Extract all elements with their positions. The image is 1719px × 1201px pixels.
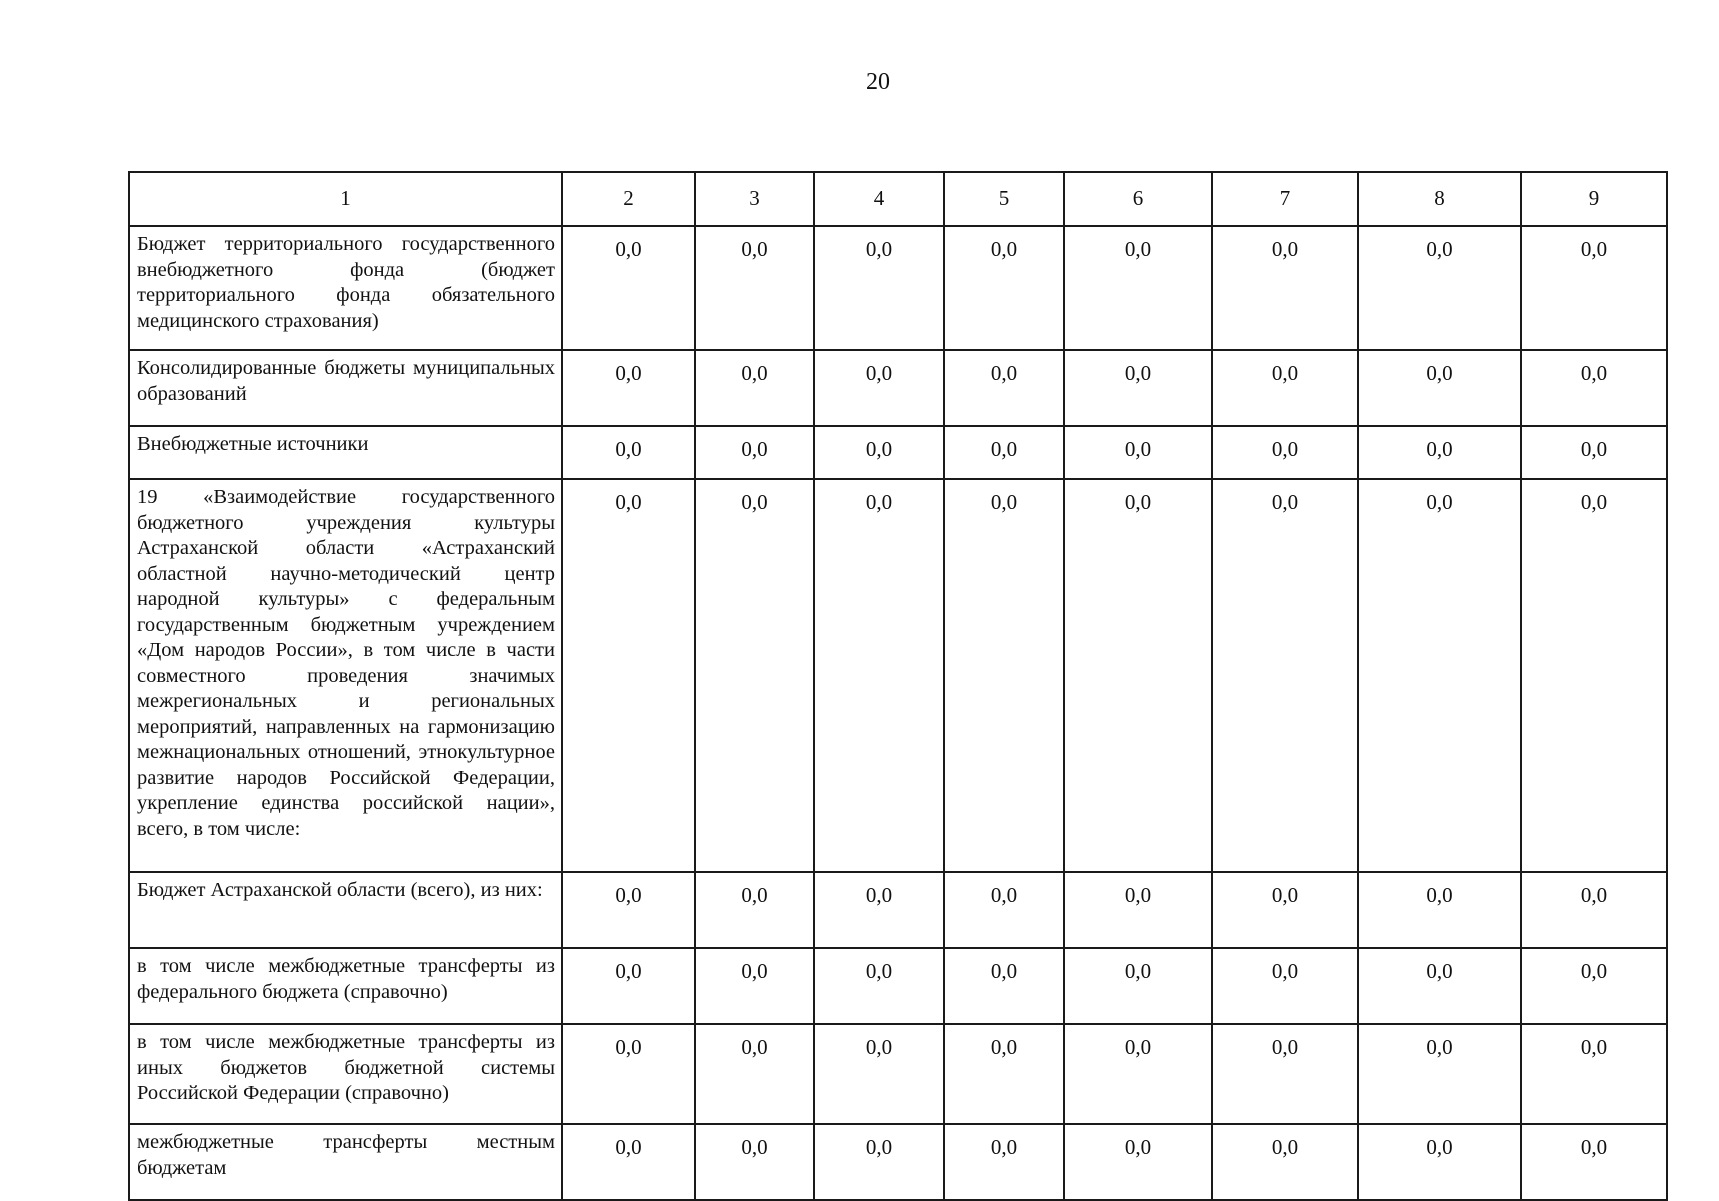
table-cell: 0,0 xyxy=(944,350,1064,426)
table-cell: 0,0 xyxy=(1212,948,1358,1024)
table-cell: 0,0 xyxy=(562,426,695,479)
table-cell: 0,0 xyxy=(695,479,814,872)
table-cell: 0,0 xyxy=(1521,1024,1667,1124)
table-cell: 0,0 xyxy=(1064,872,1212,948)
table-cell: 0,0 xyxy=(695,226,814,350)
table-cell: 0,0 xyxy=(562,948,695,1024)
table-cell: 0,0 xyxy=(1521,226,1667,350)
row-label: в том числе межбюджетные трансферты из иных бюджетов бюджетной системы Российской Федерации (справочно) xyxy=(129,1024,562,1124)
table-cell: 0,0 xyxy=(1064,226,1212,350)
page-number: 20 xyxy=(866,69,890,95)
table-cell: 0,0 xyxy=(1521,350,1667,426)
table-cell: 0,0 xyxy=(814,872,944,948)
table-cell: 0,0 xyxy=(1064,479,1212,872)
table-row xyxy=(129,350,1667,426)
table-cell: 0,0 xyxy=(944,872,1064,948)
column-header: 5 xyxy=(944,172,1064,226)
table-cell: 0,0 xyxy=(814,350,944,426)
row-label: Внебюджетные источники xyxy=(129,426,562,479)
table-cell: 0,0 xyxy=(1358,350,1521,426)
table-cell: 0,0 xyxy=(814,226,944,350)
table-row xyxy=(129,479,1667,872)
table-cell: 0,0 xyxy=(814,1024,944,1124)
table-cell: 0,0 xyxy=(1064,948,1212,1024)
column-header: 1 xyxy=(129,172,562,226)
column-header: 2 xyxy=(562,172,695,226)
table-cell: 0,0 xyxy=(944,948,1064,1024)
table-cell: 0,0 xyxy=(1212,350,1358,426)
table-cell: 0,0 xyxy=(1358,1124,1521,1200)
table-cell: 0,0 xyxy=(1521,872,1667,948)
table-cell: 0,0 xyxy=(695,1024,814,1124)
table-cell: 0,0 xyxy=(1521,1124,1667,1200)
table-cell: 0,0 xyxy=(814,479,944,872)
table-cell: 0,0 xyxy=(695,872,814,948)
column-header: 8 xyxy=(1358,172,1521,226)
table-cell: 0,0 xyxy=(944,479,1064,872)
table-cell: 0,0 xyxy=(695,1124,814,1200)
table-row xyxy=(129,426,1667,479)
table-cell: 0,0 xyxy=(1521,948,1667,1024)
table-cell: 0,0 xyxy=(562,1124,695,1200)
table-cell: 0,0 xyxy=(1358,1024,1521,1124)
table-cell: 0,0 xyxy=(814,426,944,479)
column-header: 3 xyxy=(695,172,814,226)
table-row xyxy=(129,872,1667,948)
row-label: Бюджет Астраханской области (всего), из них: xyxy=(129,872,562,948)
table-cell: 0,0 xyxy=(1212,226,1358,350)
funding-table xyxy=(128,171,1668,1201)
table-cell: 0,0 xyxy=(562,350,695,426)
table-row xyxy=(129,1124,1667,1200)
table-row xyxy=(129,1024,1667,1124)
table-header-row xyxy=(129,172,1667,226)
table-row xyxy=(129,948,1667,1024)
table-cell: 0,0 xyxy=(1358,426,1521,479)
table-cell: 0,0 xyxy=(1212,1024,1358,1124)
row-label: Консолидированные бюджеты муниципальных образований xyxy=(129,350,562,426)
table-cell: 0,0 xyxy=(1358,479,1521,872)
row-label: межбюджетные трансферты местным бюджетам xyxy=(129,1124,562,1200)
table-cell: 0,0 xyxy=(562,226,695,350)
table-cell: 0,0 xyxy=(1521,479,1667,872)
table-cell: 0,0 xyxy=(944,1124,1064,1200)
table-cell: 0,0 xyxy=(1212,426,1358,479)
column-header: 9 xyxy=(1521,172,1667,226)
table-cell: 0,0 xyxy=(1212,1124,1358,1200)
table-cell: 0,0 xyxy=(944,1024,1064,1124)
table-cell: 0,0 xyxy=(1064,350,1212,426)
column-header: 6 xyxy=(1064,172,1212,226)
table-cell: 0,0 xyxy=(1212,479,1358,872)
row-label: Бюджет территориального государственного внебюджетного фонда (бюджет территориального фонда обязательного медицинского страхования) xyxy=(129,226,562,350)
table-cell: 0,0 xyxy=(1212,872,1358,948)
table-row xyxy=(129,226,1667,350)
table-cell: 0,0 xyxy=(695,948,814,1024)
table-cell: 0,0 xyxy=(1358,872,1521,948)
row-label: 19 «Взаимодействие государственного бюджетного учреждения культуры Астраханской области «Астраханский областной научно-методический центр народной культуры» с федеральным государственным бюджетным учреждением «Дом народов России», в том числе в части совместного проведения значимых межрегиональных и региональных мероприятий, направленных на гармонизацию межнациональных отношений, этнокультурное развитие народов Российской Федерации, укрепление единства российской нации», всего, в том числе: xyxy=(129,479,562,872)
table-cell: 0,0 xyxy=(1064,1124,1212,1200)
table-cell: 0,0 xyxy=(562,872,695,948)
table-cell: 0,0 xyxy=(562,1024,695,1124)
table-cell: 0,0 xyxy=(1521,426,1667,479)
table-cell: 0,0 xyxy=(562,479,695,872)
column-header: 7 xyxy=(1212,172,1358,226)
column-header: 4 xyxy=(814,172,944,226)
table-cell: 0,0 xyxy=(695,426,814,479)
table-cell: 0,0 xyxy=(1358,948,1521,1024)
table-cell: 0,0 xyxy=(944,226,1064,350)
table-cell: 0,0 xyxy=(814,948,944,1024)
row-label: в том числе межбюджетные трансферты из федерального бюджета (справочно) xyxy=(129,948,562,1024)
table-cell: 0,0 xyxy=(695,350,814,426)
table-cell: 0,0 xyxy=(814,1124,944,1200)
table-cell: 0,0 xyxy=(1358,226,1521,350)
table-cell: 0,0 xyxy=(1064,1024,1212,1124)
table-cell: 0,0 xyxy=(944,426,1064,479)
table-cell: 0,0 xyxy=(1064,426,1212,479)
